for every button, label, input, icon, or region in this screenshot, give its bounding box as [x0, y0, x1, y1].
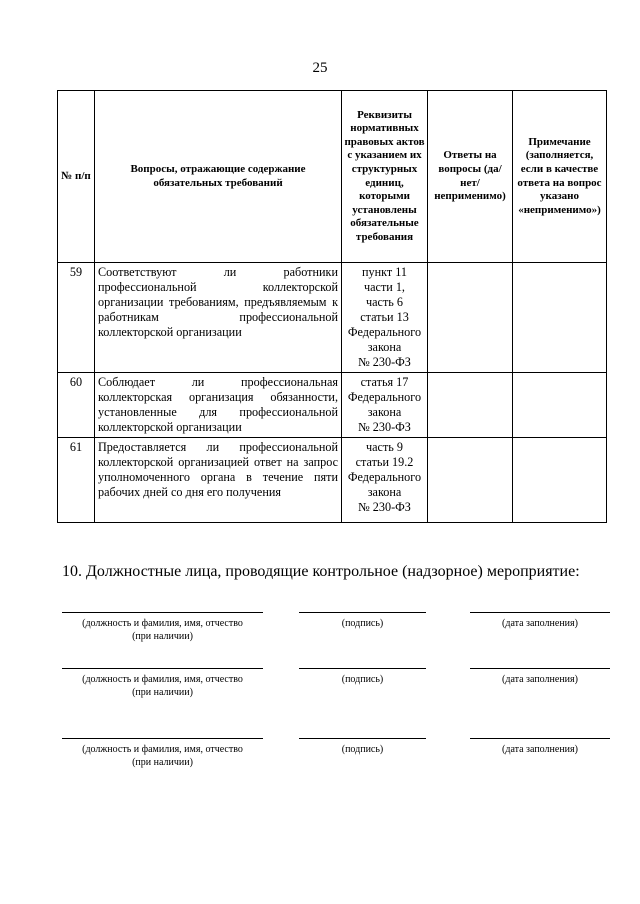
position-name-caption	[62, 617, 263, 643]
requisite-line: части 1,	[364, 280, 405, 294]
header-num: № п/п	[58, 91, 95, 263]
requisite-line: статья 17	[360, 375, 409, 389]
date-caption: (дата заполнения)	[502, 744, 578, 755]
requisite-line: Федерального	[347, 390, 422, 404]
date-line[interactable]	[470, 738, 610, 739]
requisite-line: закона	[367, 485, 402, 499]
signature-row	[0, 668, 640, 718]
date-caption: (дата заполнения)	[502, 674, 578, 685]
row-number: 59	[58, 263, 95, 373]
row-answer[interactable]	[428, 263, 513, 373]
date-line[interactable]	[470, 612, 610, 613]
header-requisites: Реквизиты нормативных правовых актов с указанием их структурных единиц, которыми установлены обязательные требования	[342, 91, 428, 263]
position-name-line[interactable]	[62, 668, 263, 669]
row-requisites	[342, 438, 428, 523]
table-row	[58, 438, 607, 523]
row-question: Соблюдает ли профессиональная коллекторская организация обязанности, установленные для профессиональной коллекторской организации	[95, 373, 342, 438]
position-caption-line-2: (при наличии)	[132, 631, 193, 642]
position-name-caption	[62, 673, 263, 699]
requisite-line: № 230-ФЗ	[358, 500, 411, 514]
row-requisites	[342, 263, 428, 373]
header-note: Примечание (заполняется, если в качестве ответа на вопрос указано «неприменимо»)	[513, 91, 607, 263]
date-caption: (дата заполнения)	[502, 618, 578, 629]
position-caption-line-2: (при наличии)	[132, 687, 193, 698]
row-answer[interactable]	[428, 373, 513, 438]
section-10-title: 10. Должностные лица, проводящие контрольное (надзорное) мероприятие:	[62, 563, 580, 580]
position-name-caption	[62, 743, 263, 769]
position-caption-line-2: (при наличии)	[132, 757, 193, 768]
header-answers: Ответы на вопросы (да/нет/ неприменимо)	[428, 91, 513, 263]
requisite-line: пункт 11	[361, 265, 407, 279]
row-note[interactable]	[513, 438, 607, 523]
requisite-line: № 230-ФЗ	[358, 355, 411, 369]
row-question: Соответствуют ли работники профессиональной коллекторской организации требованиям, предъявляемым к работникам профессиональной коллекторской организации	[95, 263, 342, 373]
table-row	[58, 263, 607, 373]
signature-line[interactable]	[299, 668, 426, 669]
date-line[interactable]	[470, 668, 610, 669]
position-name-line[interactable]	[62, 612, 263, 613]
requisite-line: статьи 13	[360, 310, 409, 324]
row-note[interactable]	[513, 373, 607, 438]
requisite-line: закона	[367, 405, 402, 419]
requisite-line: часть 6	[366, 295, 403, 309]
position-caption-line-1: (должность и фамилия, имя, отчество	[82, 744, 243, 755]
table-header-row	[58, 91, 607, 263]
row-note[interactable]	[513, 263, 607, 373]
position-caption-line-1: (должность и фамилия, имя, отчество	[82, 618, 243, 629]
page-number: 25	[312, 60, 328, 76]
signature-caption: (подпись)	[341, 744, 384, 755]
row-number: 60	[58, 373, 95, 438]
signature-caption: (подпись)	[341, 618, 384, 629]
signature-caption: (подпись)	[341, 674, 384, 685]
row-answer[interactable]	[428, 438, 513, 523]
signature-line[interactable]	[299, 738, 426, 739]
position-name-line[interactable]	[62, 738, 263, 739]
row-number: 61	[58, 438, 95, 523]
signature-line[interactable]	[299, 612, 426, 613]
signature-row	[0, 612, 640, 662]
signature-row	[0, 738, 640, 788]
requisite-line: № 230-ФЗ	[358, 420, 411, 434]
requisite-line: часть 9	[366, 440, 403, 454]
requisite-line: статьи 19.2	[355, 455, 414, 469]
row-requisites	[342, 373, 428, 438]
requisite-line: Федерального	[347, 470, 422, 484]
requisite-line: закона	[367, 340, 402, 354]
table-row	[58, 373, 607, 438]
position-caption-line-1: (должность и фамилия, имя, отчество	[82, 674, 243, 685]
row-question: Предоставляется ли профессиональной коллекторской организацией ответ на запрос уполномоченного органа в течение пяти рабочих дней со дня его получения	[95, 438, 342, 523]
header-question: Вопросы, отражающие содержание обязательных требований	[95, 91, 342, 263]
checklist-table	[57, 90, 607, 523]
requisite-line: Федерального	[347, 325, 422, 339]
